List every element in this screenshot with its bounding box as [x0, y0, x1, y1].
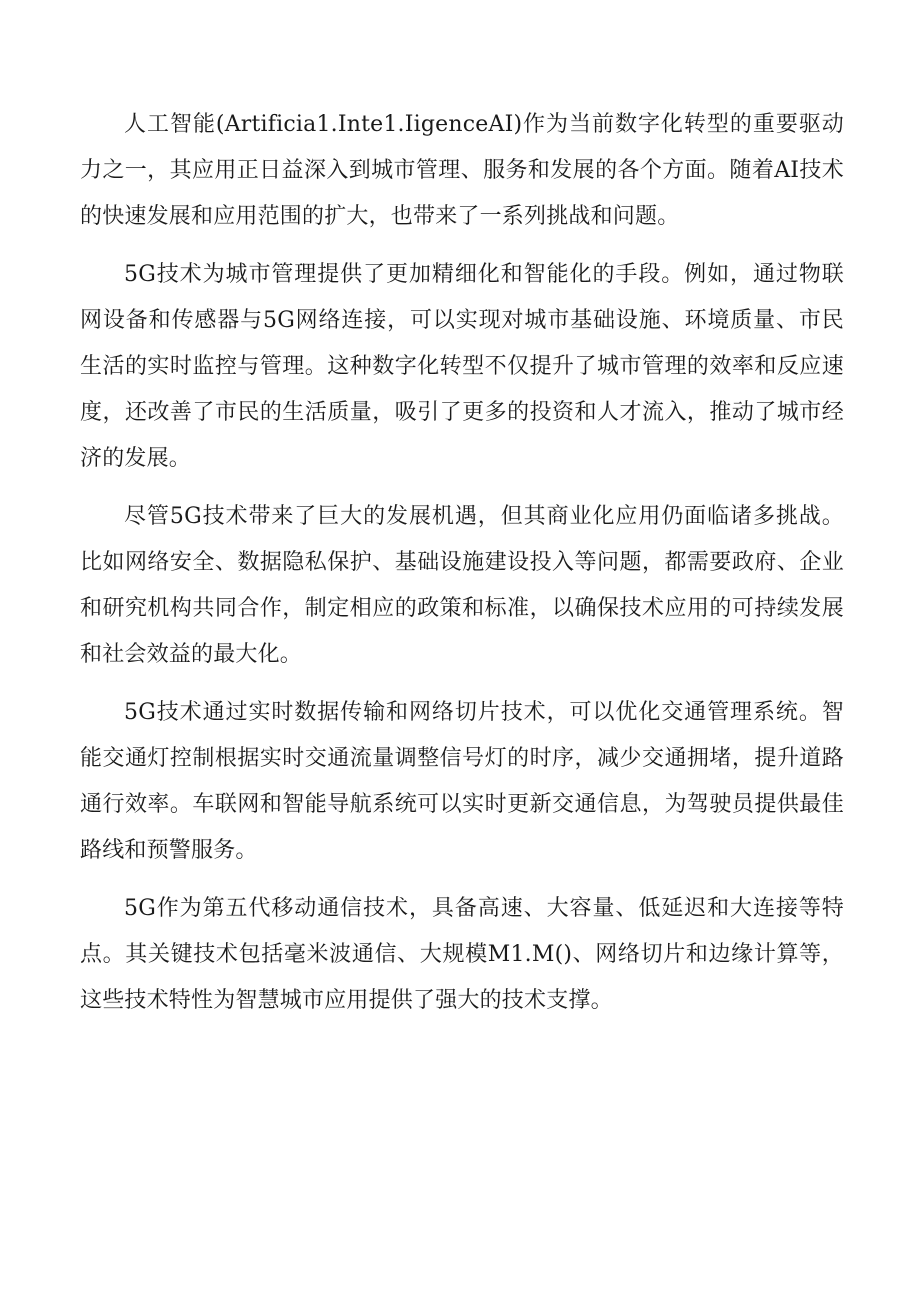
- paragraph-ai-transformation: 人工智能(Artificia1.Inte1.IigenceAI)作为当前数字化转型的重要驱动力之一，其应用正日益深入到城市管理、服务和发展的各个方面。随着AI技术的快速发展和应用范围的扩大，也带来了一系列挑战和问题。: [80, 112, 844, 229]
- paragraph-5g-city-management: 5G技术为城市管理提供了更加精细化和智能化的手段。例如，通过物联网设备和传感器与5G网络连接，可以实现对城市基础设施、环境质量、市民生活的实时监控与管理。这种数字化转型不仅提升了城市管理的效率和反应速度，还改善了市民的生活质量，吸引了更多的投资和人才流入，推动了城市经济的发展。: [80, 262, 844, 471]
- paragraph-5g-challenges: 尽管5G技术带来了巨大的发展机遇，但其商业化应用仍面临诸多挑战。比如网络安全、数据隐私保护、基础设施建设投入等问题，都需要政府、企业和研究机构共同合作，制定相应的政策和标准，以确保技术应用的可持续发展和社会效益的最大化。: [80, 504, 844, 667]
- paragraph-5g-traffic: 5G技术通过实时数据传输和网络切片技术，可以优化交通管理系统。智能交通灯控制根据实时交通流量调整信号灯的时序，减少交通拥堵，提升道路通行效率。车联网和智能导航系统可以实时更新交通信息，为驾驶员提供最佳路线和预警服务。: [80, 700, 844, 863]
- paragraph-5g-features: 5G作为第五代移动通信技术，具备高速、大容量、低延迟和大连接等特点。其关键技术包括毫米波通信、大规模M1.M()、网络切片和边缘计算等，这些技术特性为智慧城市应用提供了强大的技术支撑。: [80, 896, 844, 1013]
- document-body: [80, 102, 844, 1036]
